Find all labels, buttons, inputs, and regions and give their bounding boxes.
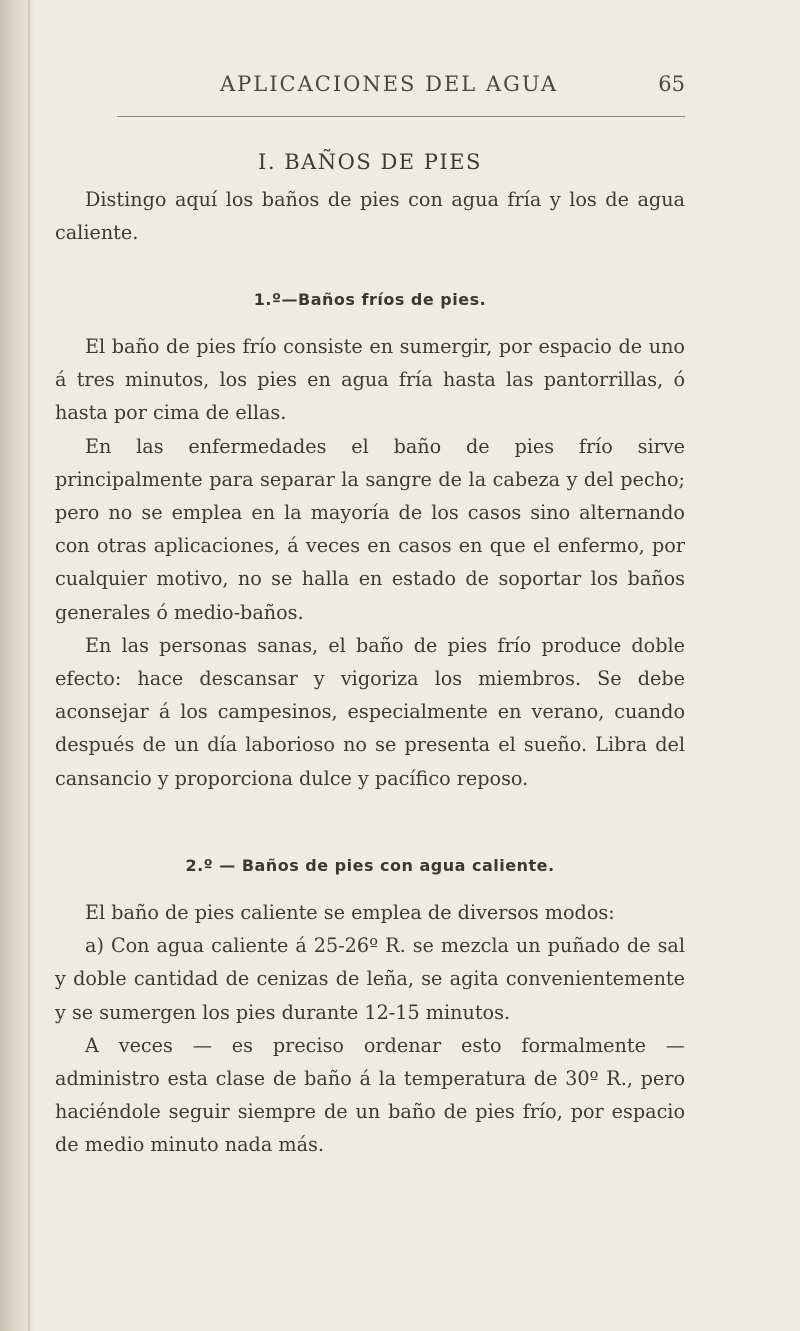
section-1-paragraph-1: El baño de pies frío consiste en sumergir, por espacio de uno á tres minutos, los pies en agua fría hasta las pantorrillas, ó hasta por cima de ellas. bbox=[55, 335, 685, 425]
section-2-body bbox=[55, 896, 685, 1162]
section-1-paragraph-2: En las enfermedades el baño de pies frío sirve principalmente para separar la sangre de la cabeza y del pecho; pero no se emplea en la mayoría de los casos sino alternando con otras aplicaciones, á veces en casos en que el enfermo, por cualquier motivo, no se halla en estado de soportar los baños generales ó medio-baños. bbox=[55, 434, 685, 624]
section-2-paragraph-2: a) Con agua caliente á 25-26º R. se mezcla un puñado de sal y doble cantidad de cenizas de leña, se agita convenientemente y se sumergen los pies durante 12-15 minutos. bbox=[55, 934, 685, 1024]
section-2-heading: 2.º — Baños de pies con agua caliente. bbox=[185, 856, 555, 875]
running-head bbox=[55, 72, 685, 112]
chapter-title: I. BAÑOS DE PIES bbox=[258, 150, 482, 174]
page-number: 65 bbox=[658, 72, 685, 96]
spine-edge-line bbox=[28, 0, 30, 1331]
intro-block bbox=[55, 183, 685, 249]
intro-paragraph: Distingo aquí los baños de pies con agua fría y los de agua caliente. bbox=[55, 188, 685, 245]
section-2-paragraph-3: A veces — es preciso ordenar esto formalmente — administro esta clase de baño á la temperatura de 30º R., pero haciéndole seguir siempre de un baño de pies frío, por espacio de medio minuto nada más. bbox=[55, 1033, 685, 1157]
section-1-heading: 1.º—Baños fríos de pies. bbox=[253, 290, 487, 309]
running-title: APLICACIONES DEL AGUA bbox=[220, 72, 559, 96]
section-1-body bbox=[55, 330, 685, 795]
book-page bbox=[55, 0, 685, 1331]
header-rule bbox=[117, 116, 685, 117]
section-1-paragraph-3: En las personas sanas, el baño de pies frío produce doble efecto: hace descansar y vigoriza los miembros. Se debe aconsejar á los campesinos, especialmente en verano, cuando después de un día laborioso no se presenta el sueño. Libra del cansancio y proporciona dulce y pacífico reposo. bbox=[55, 633, 685, 790]
section-2-paragraph-1: El baño de pies caliente se emplea de diversos modos: bbox=[85, 901, 615, 924]
